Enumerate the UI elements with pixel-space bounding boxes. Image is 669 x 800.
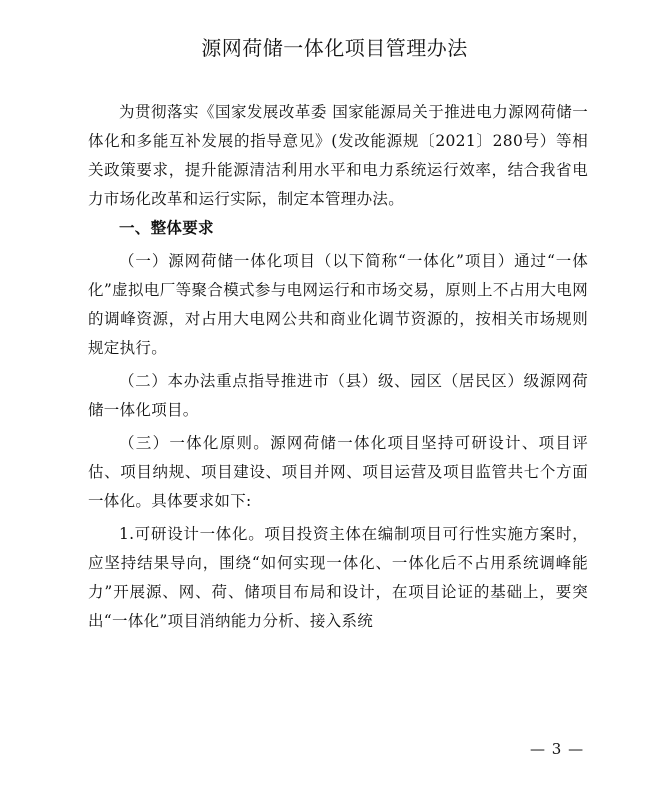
section-heading-overall-requirements: 一、整体要求: [119, 219, 214, 237]
item-1-paragraph: 1.可研设计一体化。项目投资主体在编制项目可行性实施方案时，应坚持结果导向，围绕“如何实现一体化、一体化后不占用系统调峰能力”开展源、网、荷、储项目布局和设计，在项目论证的基础上，要突出“一体化”项目消纳能力分析、接入系统: [88, 525, 588, 630]
page-number: — 3 —: [530, 740, 585, 758]
clause-3-paragraph: （三）一体化原则。源网荷储一体化项目坚持可研设计、项目评估、项目纳规、项目建设、项目并网、项目运营及项目监管共七个方面一体化。具体要求如下:: [88, 434, 588, 510]
intro-paragraph: 为贯彻落实《国家发展改革委 国家能源局关于推进电力源网荷储一体化和多能互补发展的指导意见》(发改能源规〔2021〕280号）等相关政策要求，提升能源清洁利用水平和电力系统运行效率，结合我省电力市场化改革和运行实际，制定本管理办法。: [88, 103, 588, 208]
clause-2-paragraph: （二）本办法重点指导推进市（县）级、园区（居民区）级源网荷储一体化项目。: [88, 372, 588, 419]
document-title: 源网荷储一体化项目管理办法: [201, 36, 468, 60]
document-body: [88, 98, 588, 636]
clause-1-paragraph: （一）源网荷储一体化项目（以下简称“一体化”项目）通过“一体化”虚拟电厂等聚合模式参与电网运行和市场交易，原则上不占用大电网的调峰资源，对占用大电网公共和商业化调节资源的，按相关市场规则规定执行。: [88, 252, 588, 357]
